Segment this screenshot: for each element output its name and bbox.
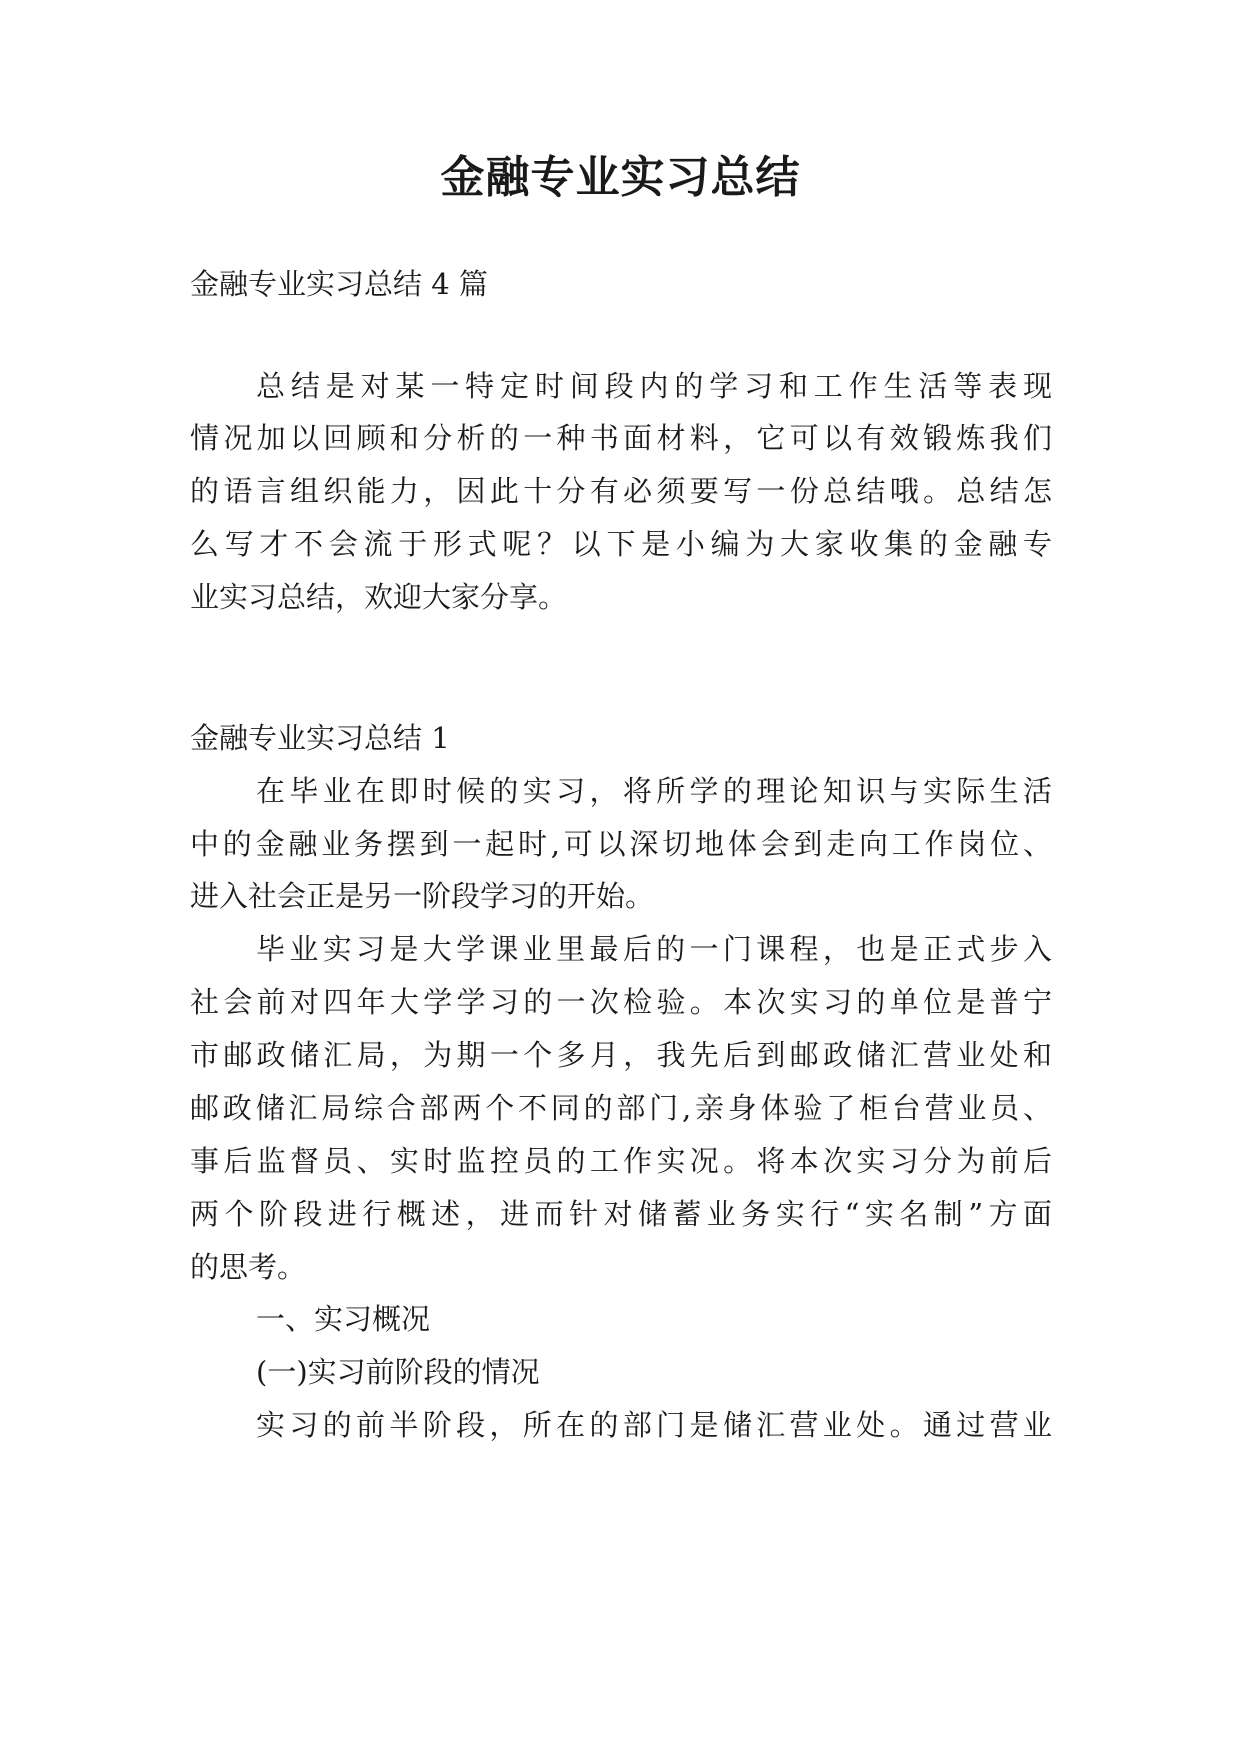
intro-line: 么写才不会流于形式呢？以下是小编为大家收集的金融专 <box>190 527 1052 561</box>
paragraph-line: 实习的前半阶段，所在的部门是储汇营业处。通过营业 <box>256 1408 1052 1442</box>
document-subtitle: 金融专业实习总结 4 篇 <box>190 267 488 301</box>
outline-heading: 一、实习概况 <box>256 1302 431 1336</box>
paragraph-line: 中的金融业务摆到一起时,可以深切地体会到走向工作岗位、 <box>190 827 1052 861</box>
paragraph-line: 市邮政储汇局，为期一个多月，我先后到邮政储汇营业处和 <box>190 1038 1052 1072</box>
paragraph-line: 毕业实习是大学课业里最后的一门课程，也是正式步入 <box>256 932 1052 966</box>
intro-line: 总结是对某一特定时间段内的学习和工作生活等表现 <box>256 369 1052 403</box>
outline-subheading: (一)实习前阶段的情况 <box>256 1355 540 1389</box>
document-title: 金融专业实习总结 <box>440 152 801 203</box>
intro-line: 业实习总结，欢迎大家分享。 <box>190 580 568 614</box>
paragraph-line: 进入社会正是另一阶段学习的开始。 <box>190 879 655 913</box>
section-heading: 金融专业实习总结 1 <box>190 721 450 755</box>
paragraph-line: 事后监督员、实时监控员的工作实况。将本次实习分为前后 <box>190 1144 1052 1178</box>
intro-line: 的语言组织能力，因此十分有必须要写一份总结哦。总结怎 <box>190 474 1052 508</box>
paragraph-line: 邮政储汇局综合部两个不同的部门,亲身体验了柜台营业员、 <box>190 1091 1052 1125</box>
paragraph-line: 两个阶段进行概述，进而针对储蓄业务实行“实名制”方面 <box>190 1197 1052 1231</box>
paragraph-line: 的思考。 <box>190 1250 307 1284</box>
paragraph-line: 社会前对四年大学学习的一次检验。本次实习的单位是普宁 <box>190 985 1052 1019</box>
paragraph-line: 在毕业在即时候的实习，将所学的理论知识与实际生活 <box>256 774 1052 808</box>
intro-line: 情况加以回顾和分析的一种书面材料，它可以有效锻炼我们 <box>190 421 1052 455</box>
